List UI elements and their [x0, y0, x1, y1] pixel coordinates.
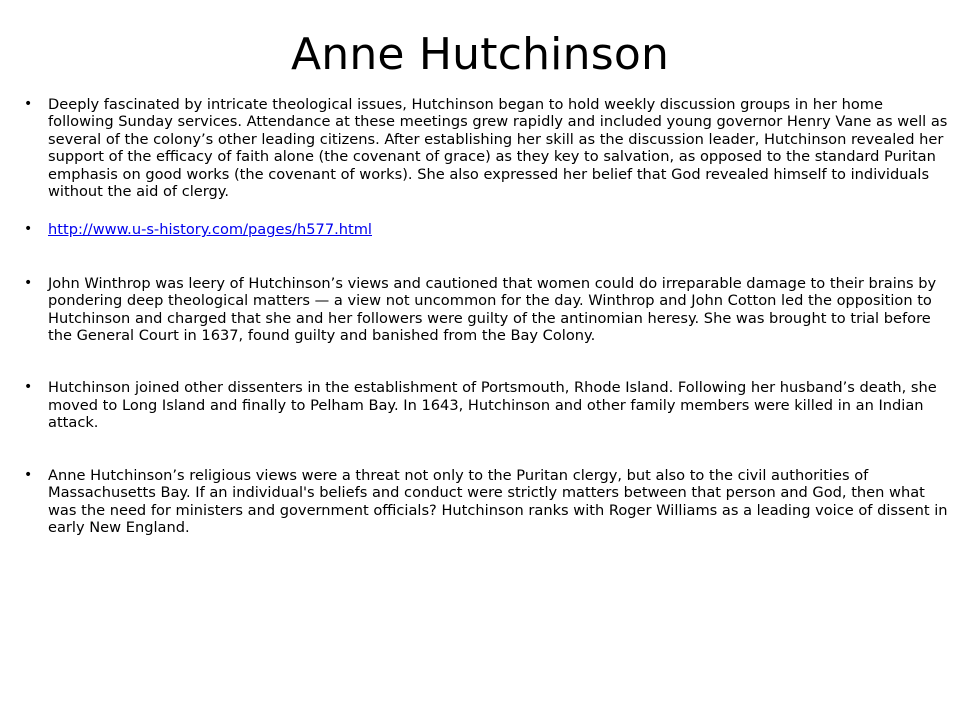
bullet-text: Anne Hutchinson’s religious views were a threat not only to the Puritan clergy, but also to the civil authorities of Massachusetts Bay. If an individual's beliefs and conduct were strictly matters between that person and God, then what was the need for ministers and government officials? Hutchinson ranks with Roger Williams as a leading voice of dissent in early New England.: [48, 466, 948, 536]
bullet-item-4: [24, 379, 950, 445]
spacer: [48, 344, 950, 358]
spacer: [48, 239, 950, 253]
bullet-text: John Winthrop was leery of Hutchinson’s views and cautioned that women could do irreparable damage to their brains by pondering deep theological matters — a view not uncommon for the day. Winthrop and John Cotton led the opposition to Hutchinson and charged that she and her followers were guilty of the antinomian heresy. She was brought to trial before the General Court in 1637, found guilty and banished from the Bay Colony.: [48, 274, 937, 345]
bullet-dot-icon: •: [24, 274, 33, 291]
bullet-item-2: [24, 221, 950, 252]
bullet-item-1: [24, 96, 950, 200]
bullet-text: Hutchinson joined other dissenters in the establishment of Portsmouth, Rhode Island. Following her husband’s death, she moved to Long Island and finally to Pelham Bay. In 1643, Hutchinson and other family members were killed in an Indian attack.: [48, 379, 937, 432]
spacer: [48, 432, 950, 446]
bullet-item-3: [24, 275, 950, 359]
bullet-dot-icon: •: [24, 379, 33, 396]
bullet-dot-icon: •: [24, 96, 33, 112]
slide-title: Anne Hutchinson: [290, 29, 670, 80]
bullet-list: [24, 96, 950, 557]
source-link[interactable]: http://www.u-s-history.com/pages/h577.html: [48, 221, 372, 239]
bullet-dot-icon: •: [24, 221, 33, 238]
bullet-dot-icon: •: [24, 466, 33, 483]
bullet-item-5: [24, 467, 950, 537]
bullet-text: Deeply fascinated by intricate theological issues, Hutchinson began to hold weekly discussion groups in her home following Sunday services. Attendance at these meetings grew rapidly and included young governor Henry Vane as well as several of the colony’s other leading citizens. After establishing her skill as the discussion leader, Hutchinson revealed her support of the efficacy of faith alone (the covenant of grace) as they key to salvation, as opposed to the standard Puritan emphasis on good works (the covenant of works). She also expressed her belief that God revealed himself to individuals without the aid of clergy.: [48, 96, 948, 201]
